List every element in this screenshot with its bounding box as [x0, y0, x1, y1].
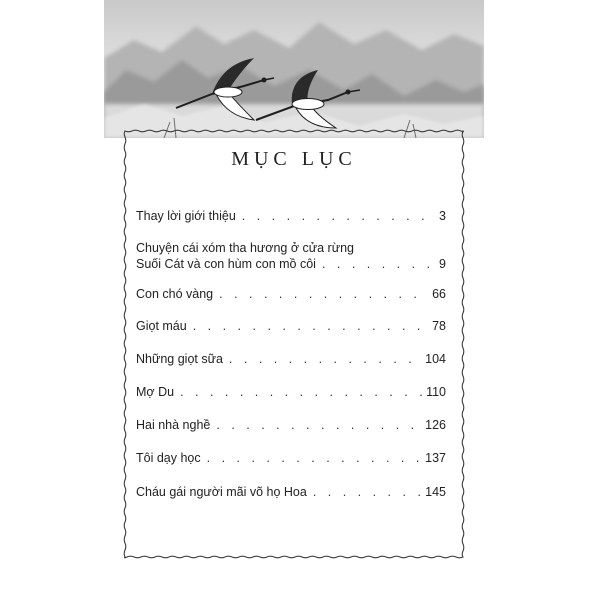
- page-title: MỤC LỤC: [231, 148, 357, 170]
- toc-page-number: 9: [439, 257, 446, 271]
- toc-label: Giọt máu: [136, 319, 187, 333]
- toc-page-number: 126: [425, 418, 446, 432]
- toc-page-number: 137: [425, 451, 446, 465]
- toc-entry-giot-mau[interactable]: [136, 318, 446, 334]
- toc-page-number: 145: [425, 485, 446, 499]
- toc-page-number: 78: [432, 319, 446, 333]
- toc-leader-dots: [193, 318, 428, 334]
- toc-label: Thay lời giới thiệu: [136, 209, 236, 223]
- toc-label: Mợ Du: [136, 385, 175, 399]
- toc-leader-dots: [322, 256, 435, 272]
- toc-entry-xom-tha-huong[interactable]: [136, 240, 446, 272]
- toc-page-number: 104: [425, 352, 446, 366]
- toc-page-number: 66: [432, 287, 446, 301]
- cranes-illustration: [104, 0, 484, 138]
- toc-leader-dots: [313, 484, 421, 500]
- toc-leader-dots: [216, 417, 421, 433]
- toc-entry-intro[interactable]: [136, 208, 446, 224]
- toc-leader-dots: [229, 351, 421, 367]
- toc-leader-dots: [242, 208, 435, 224]
- toc-leader-dots: [219, 286, 428, 302]
- toc-page-number: 3: [439, 209, 446, 223]
- toc-page-number: 110: [426, 385, 446, 399]
- toc-label: Tôi dạy học: [136, 451, 201, 465]
- toc-entry-con-cho-vang[interactable]: [136, 286, 446, 302]
- toc-entry-hai-nha-nghe[interactable]: [136, 417, 446, 433]
- toc-entry-nhung-giot-sua[interactable]: [136, 351, 446, 367]
- toc-leader-dots: [207, 450, 422, 466]
- toc-entry-mo-du[interactable]: [136, 384, 446, 400]
- toc-leader-dots: [180, 384, 422, 400]
- toc-label-line1: Chuyện cái xóm tha hương ở cửa rừng: [136, 241, 354, 255]
- toc-label: Con chó vàng: [136, 287, 214, 301]
- toc-entry-toi-day-hoc[interactable]: [136, 450, 446, 466]
- toc-entry-chau-gai[interactable]: [136, 484, 446, 500]
- toc-label: Suối Cát và con hùm con mồ côi: [136, 257, 316, 271]
- toc-label: Hai nhà nghề: [136, 418, 211, 432]
- toc-label: Cháu gái người mãi võ họ Hoa: [136, 485, 307, 499]
- toc-label: Những giọt sữa: [136, 352, 223, 366]
